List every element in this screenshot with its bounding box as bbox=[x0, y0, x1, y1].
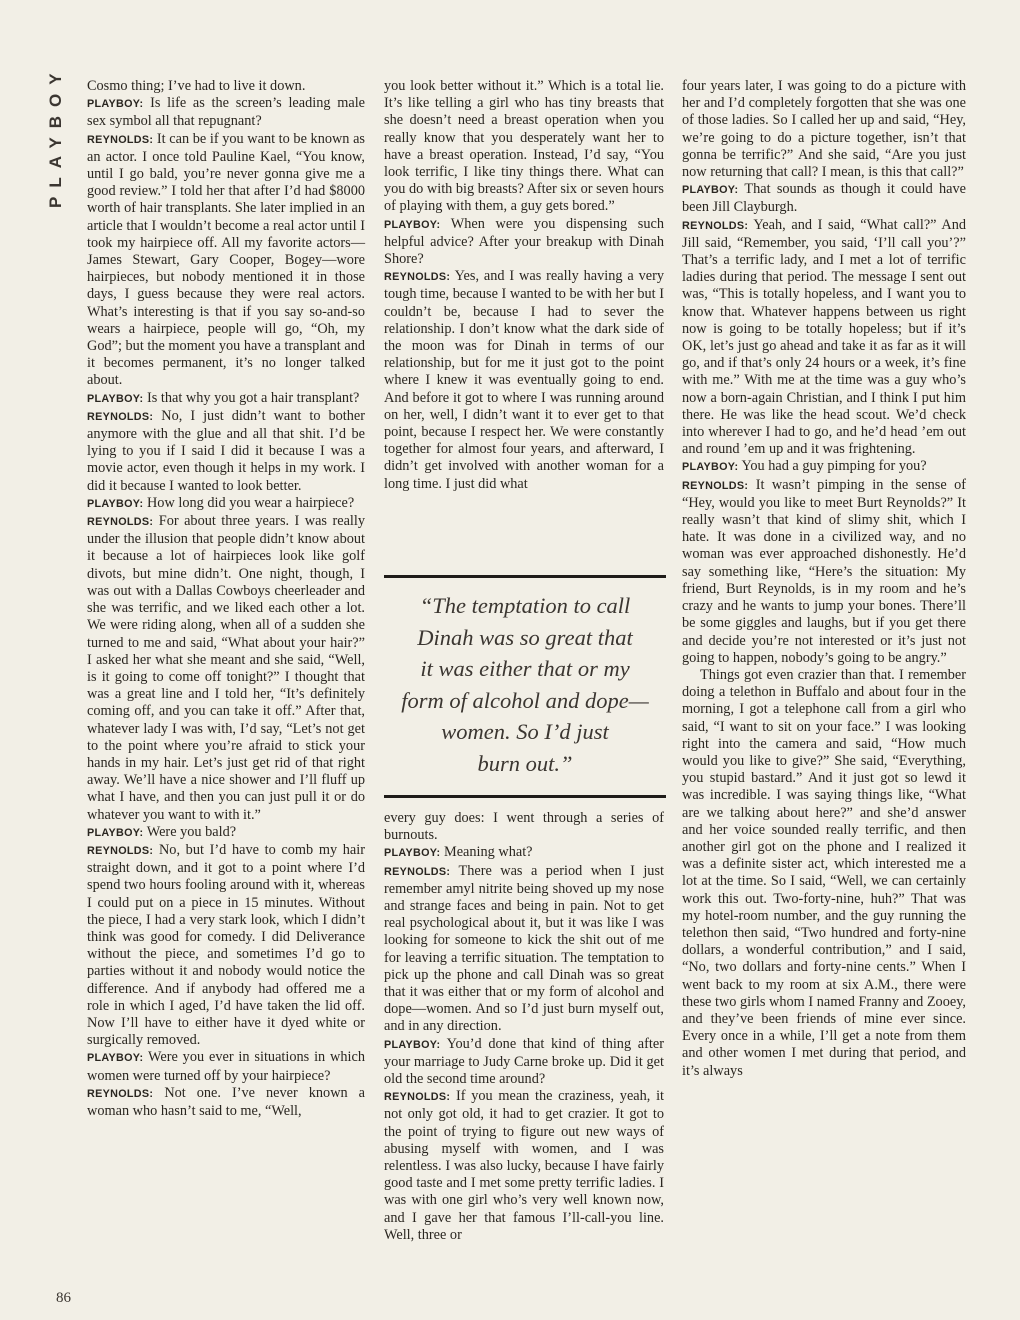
pull-quote-top-rule bbox=[384, 575, 666, 578]
paragraph-text: four years later, I was going to do a picture with her and I’d completely forgotten that she was one of those ladies. So I called her up and said, “Hey, we’re going to do a picture together, isn’t that gonna be terrific?” And she said, “Are you just now returning that call? I mean, is this that call?” bbox=[682, 78, 966, 181]
paragraph-text: How long did you wear a hairpiece? bbox=[146, 494, 355, 511]
paragraph-text: When were you dispensing such helpful advice? After your breakup with Dinah Shore? bbox=[384, 215, 664, 268]
paragraph-text: Were you bald? bbox=[146, 823, 237, 840]
paragraph bbox=[87, 1049, 365, 1084]
paragraph bbox=[87, 842, 365, 1049]
speaker-label: REYNOLDS: bbox=[384, 865, 451, 878]
paragraph bbox=[384, 78, 664, 216]
paragraph bbox=[87, 78, 365, 95]
paragraph bbox=[87, 824, 365, 842]
paragraph-text: There was a period when I just remember amyl nitrite being shoved up my nose and strange faces and being in pain. Not to get real psychological about it, but it was like I was looking for someone to kick the shit out of me for leaving a terrific situation. The temptation to pick up the phone and call Dinah was so great that it was either that or my form of alcohol and dope—women. And so I’d just burn myself out, and in any direction. bbox=[384, 862, 664, 1035]
paragraph-text: you look better without it.” Which is a total lie. It’s like telling a girl who has tiny breasts that she doesn’t need a breast operation when you really know that you desperately want her to have a breast operation. Instead, I’d say, “You look terrific, I like tiny things there. What can you do with big breasts? After six or seven hours of playing with them, a guy gets bored.” bbox=[384, 78, 664, 215]
speaker-label: PLAYBOY: bbox=[384, 218, 441, 231]
paragraph-text: You had a guy pimping for you? bbox=[741, 458, 927, 475]
article-column-1 bbox=[87, 78, 365, 1120]
paragraph-text: Cosmo thing; I’ve had to live it down. bbox=[87, 78, 306, 94]
paragraph-text: No, I just didn’t want to bother anymore with the glue and all that shit. I’d be lying to you if I said I did it because I was a movie actor, even though it helps in my work. I did it because I wanted to look better. bbox=[87, 407, 365, 494]
paragraph bbox=[682, 458, 966, 476]
speaker-label: REYNOLDS: bbox=[384, 271, 451, 284]
paragraph bbox=[384, 216, 664, 269]
paragraph bbox=[384, 268, 664, 493]
paragraph bbox=[87, 1085, 365, 1120]
pull-quote bbox=[392, 590, 658, 779]
speaker-label: REYNOLDS: bbox=[87, 844, 154, 857]
paragraph bbox=[682, 667, 966, 1080]
paragraph-text: It can be if you want to be known as an actor. I once told Pauline Kael, “You know, until I go bald, you’re never gonna give me a good review.” I told her that after I’d had $8000 worth of hair transplants. She later implied in an article that I wouldn’t become a real actor until I took my hairpiece off. All my favorite actors—James Stewart, Gary Cooper, Bogey—wore hairpieces, but nobody mentioned it in those days, I guess because they were real actors. What’s interesting is that if you say so-and-so wears a hairpiece, people will go, “Oh, my God”; but the moment you have a transplant and it becomes permanent, it’s no longer talked about. bbox=[87, 130, 365, 389]
pull-quote-bottom-rule bbox=[384, 795, 666, 798]
article-column-3 bbox=[682, 78, 966, 1080]
paragraph bbox=[682, 477, 966, 667]
paragraph bbox=[384, 1036, 664, 1089]
speaker-label: REYNOLDS: bbox=[87, 516, 154, 529]
paragraph bbox=[682, 181, 966, 216]
pull-quote-line: “The temptation to call bbox=[419, 593, 631, 618]
article-column-2-bottom bbox=[384, 810, 664, 1244]
paragraph-text: If you mean the craziness, yeah, it not only got old, it had to get crazier. It got to the point of trying to figure out new ways of abusing myself with women, and I was relentless. I was also lucky, because I have fairly good taste and I met some pretty terrific ladies. I was with one girl who’s very well known now, and I gave her that famous I’ll-call-you line. Well, three or bbox=[384, 1088, 665, 1243]
speaker-label: PLAYBOY: bbox=[87, 392, 144, 405]
speaker-label: PLAYBOY: bbox=[87, 98, 144, 111]
speaker-label: PLAYBOY: bbox=[682, 461, 739, 474]
speaker-label: REYNOLDS: bbox=[682, 219, 749, 232]
masthead-vertical: PLAYBOY bbox=[46, 64, 65, 208]
speaker-label: PLAYBOY: bbox=[87, 1052, 144, 1065]
speaker-label: REYNOLDS: bbox=[87, 1087, 154, 1100]
speaker-label: PLAYBOY: bbox=[384, 1038, 441, 1051]
paragraph-text: Meaning what? bbox=[443, 844, 533, 861]
paragraph bbox=[87, 390, 365, 408]
paragraph-text: Is that why you got a hair transplant? bbox=[146, 389, 360, 406]
paragraph-text: It wasn’t pimping in the sense of “Hey, would you like to meet Burt Reynolds?” It really wasn’t that kind of slimy shit, which I hate. It was done in a civilized way, and no woman was ever approached dishonestly. He’d say something like, “Here’s the situation: My friend, Burt Reynolds, is in my room and he’s crazy and he wants to jump your bones. There’ll be some giggles and laughs, but if you get there and decide you’re not interested or it’s just not going to happen, nobody’s going to be angry.” bbox=[682, 476, 966, 666]
paragraph bbox=[682, 78, 966, 181]
paragraph-text: Is life as the screen’s leading male sex symbol all that repugnant? bbox=[87, 95, 366, 130]
speaker-label: REYNOLDS: bbox=[87, 133, 154, 146]
paragraph-text: No, but I’d have to comb my hair straight down, and it got to a point where I’d spend two hours fooling around with it, whereas I could put on a piece in 15 minutes. Without the piece, I had a very stark look, which I didn’t think was good for comedy. I did Deliverance without the piece, and sometimes I’d go to parties without it and nobody would notice the difference. And if anybody had offered me a role in which I aged, I’d have taken the lid off. Now I’ll have to either have it dyed white or surgically removed. bbox=[87, 841, 365, 1049]
pull-quote-line: form of alcohol and dope— bbox=[401, 687, 649, 713]
paragraph-text: Yes, and I was really having a very tough time, because I wanted to be with her but I couldn’t be, because I had to sever the relationship. I don’t know what the dark side of the moon was for Dinah in terms of our relationship, but for me it just got to the point where I knew it was eventually going to end. And before it got to where I was running around on her, well, I didn’t want it to ever get to that point, because I respect her. We were constantly together for almost four years, and afterward, I didn’t get involved with another woman for a long time. I just did what bbox=[384, 268, 665, 492]
paragraph bbox=[87, 408, 365, 495]
paragraph bbox=[384, 810, 664, 844]
paragraph-text: Yeah, and I said, “What call?” And Jill said, “Remember, you said, ‘I’ll call you’?” That’s a terrific lady, and I met a lot of terrific ladies during that period. The message I sent out was, “This is totally hopeless, and I want you to know that. Whatever happens between us right now is going to be totally hopeless; but if it’s OK, let’s just go ahead and take it as far as it will go, and if that’s only 24 hours or a week, it’s fine with me.” With me at the time was a guy who’s now a born-again Christian, and I think I put him there. He was like the head scout. We’d check into wherever I had to go, and he’d head ’em out and round ’em up and it was frightening. bbox=[682, 216, 966, 458]
article-column-2-top bbox=[384, 78, 664, 493]
paragraph-text: Things got even crazier than that. I remember doing a telethon in Buffalo and about four in the morning, I got a telephone call from a girl who said, “I want to sit on your face.” I was looking right into the camera and said, “How much would you like to give?” She said, “Everything, you stupid bastard.” And it just got so lewd it was incredible. I was saying things like, “What are we talking about here?” and she’d answer and her voice sounded really terrific, and then another girl got on the phone and I realized it was a definite sister act, which interested me a lot at the time. So I said, “Well, we can certainly work this out. Two-forty-nine, huh?” That was my hotel-room number, and the guy running the telethon then said, “Two hundred and forty-nine dollars, a wonderful contribution,” and I said, “No, two dollars and forty-nine cents.” When I went back to my room at six A.M., there were these two girls whom I named Franny and Zooey, and they’ve been friends of mine ever since. Every once in a while, I’ll get a note from them and other women I met during that period, and it’s always bbox=[682, 666, 966, 1079]
paragraph bbox=[87, 95, 365, 130]
speaker-label: PLAYBOY: bbox=[87, 826, 144, 839]
paragraph-text: That sounds as though it could have been Jill Clayburgh. bbox=[682, 181, 966, 216]
pull-quote-line: women. So I’d just bbox=[441, 719, 609, 744]
speaker-label: PLAYBOY: bbox=[682, 184, 739, 197]
paragraph-text: Not one. I’ve never known a woman who hasn’t said to me, “Well, bbox=[87, 1084, 366, 1119]
paragraph-text: Were you ever in situations in which women were turned off by your hairpiece? bbox=[87, 1049, 365, 1084]
paragraph bbox=[384, 844, 664, 862]
speaker-label: REYNOLDS: bbox=[682, 479, 749, 492]
paragraph bbox=[87, 513, 365, 824]
pull-quote-line: Dinah was so great that bbox=[417, 624, 633, 650]
paragraph bbox=[384, 1088, 664, 1244]
paragraph bbox=[384, 863, 664, 1036]
speaker-label: REYNOLDS: bbox=[87, 410, 154, 423]
speaker-label: REYNOLDS: bbox=[384, 1091, 451, 1104]
paragraph-text: For about three years. I was really under the illusion that people didn’t know about it because a lot of hairpieces look like golf divots, but mine didn’t. One night, though, I was out with a Dallas Cowboys cheerleader and she was terrific, and we liked each other a lot. We were riding along, when all of a sudden she turned to me and said, “What about your hair?” I asked her what she meant and she said, “Well, is it going to come off tonight?” I thought that was a great line and I told her, “It’s definitely coming off, and you can take it off.” After that, whatever lady I was with, I’d say, “Let’s not get to the point where you’re afraid to stick your hands in my hair. Let’s just get rid of that right away. We’ll have a nice shower and I’ll fluff up what I have, and then you can just pull it or do whatever you want to with it.” bbox=[87, 513, 366, 823]
pull-quote-line: it was either that or my bbox=[420, 656, 630, 681]
paragraph bbox=[682, 217, 966, 459]
speaker-label: PLAYBOY: bbox=[384, 847, 441, 860]
page-number: 86 bbox=[56, 1290, 71, 1306]
paragraph bbox=[87, 495, 365, 513]
paragraph bbox=[87, 131, 365, 390]
paragraph-text: every guy does: I went through a series of burnouts. bbox=[384, 810, 664, 844]
paragraph-text: You’d done that kind of thing after your marriage to Judy Carne broke up. Did it get old the second time around? bbox=[384, 1035, 664, 1088]
speaker-label: PLAYBOY: bbox=[87, 497, 144, 510]
pull-quote-line: burn out.” bbox=[477, 750, 573, 776]
